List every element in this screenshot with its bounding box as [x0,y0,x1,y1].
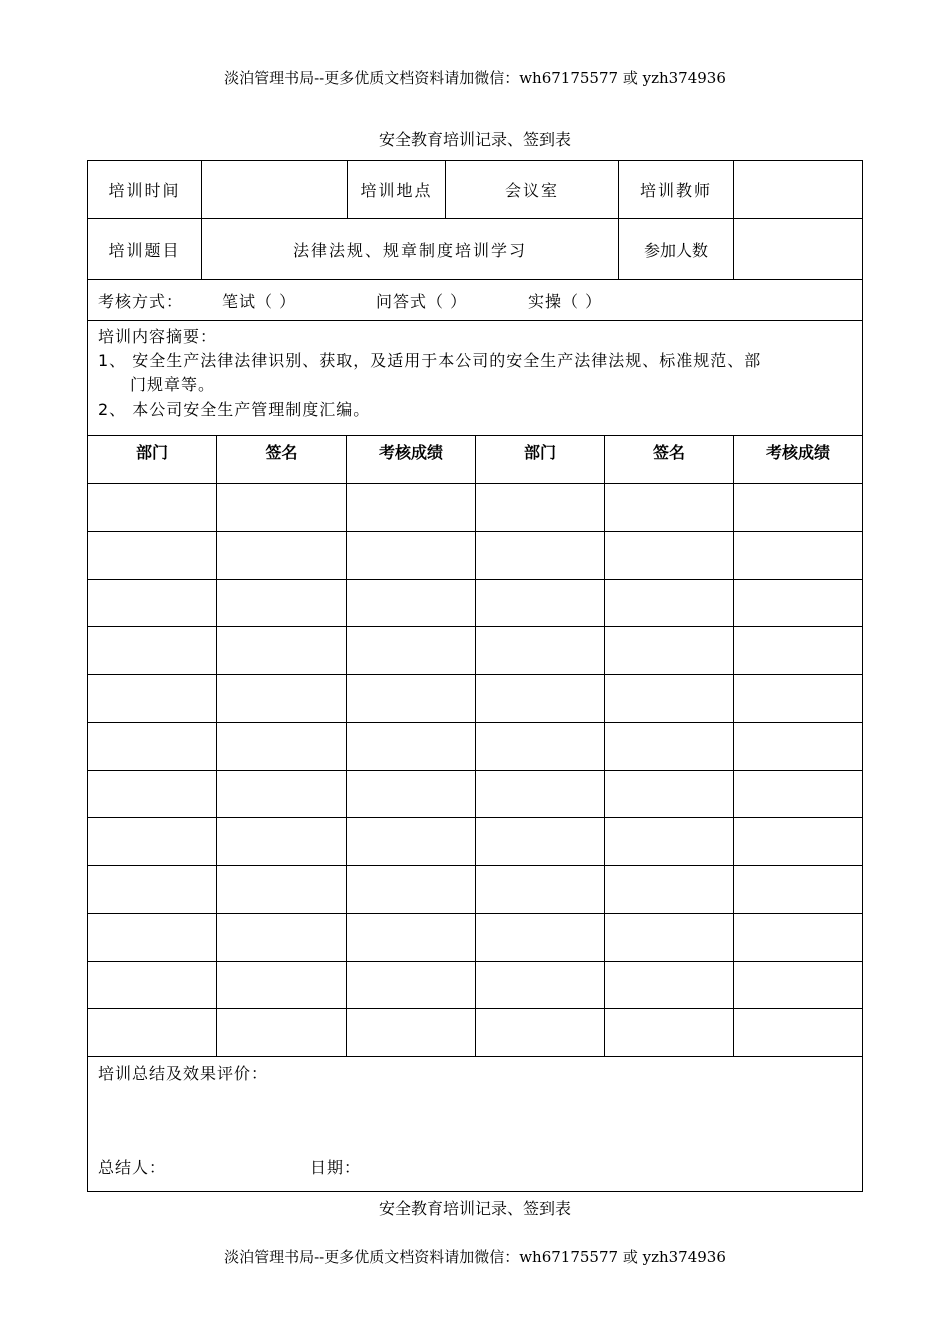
signin-cell-department[interactable] [476,627,605,675]
signin-cell-department[interactable] [88,675,217,723]
summary-item-2: 2、 本公司安全生产管理制度汇编。 [98,400,371,419]
evaluation-block [88,1056,862,1191]
signin-cell-signature[interactable] [217,914,347,962]
assessment-method-row [88,280,862,321]
signin-cell-department[interactable] [476,771,605,819]
column-header-department: 部门 [88,436,217,484]
signin-cell-signature[interactable] [605,1009,734,1057]
signin-cell-department[interactable] [476,723,605,771]
summarizer-label: 总结人： [98,1158,167,1177]
training-location-label: 培训地点 [348,161,446,219]
signin-cell-signature[interactable] [217,675,347,723]
signin-cell-signature[interactable] [217,771,347,819]
signin-cell-signature[interactable] [217,723,347,771]
signin-cell-department[interactable] [476,866,605,914]
signin-cell-signature[interactable] [217,1009,347,1057]
signin-cell-score[interactable] [734,962,862,1010]
signin-cell-score[interactable] [347,914,476,962]
footer-watermark-text: 淡泊管理书局--更多优质文档资料请加微信：wh67175577 或 yzh374936 [224,1248,726,1266]
training-teacher-field[interactable] [734,161,862,219]
footer-title: 安全教育培训记录、签到表 [378,1199,571,1218]
signin-cell-signature[interactable] [217,818,347,866]
signin-cell-department[interactable] [88,484,217,532]
attendees-count-label: 参加人数 [619,219,734,280]
training-teacher-label: 培训教师 [619,161,734,219]
evaluation-heading: 培训总结及效果评价： [98,1064,269,1083]
signin-cell-department[interactable] [88,818,217,866]
signin-cell-signature[interactable] [217,962,347,1010]
signin-cell-signature[interactable] [217,627,347,675]
signin-cell-score[interactable] [347,866,476,914]
training-time-label: 培训时间 [88,161,202,219]
signin-cell-score[interactable] [734,484,862,532]
header-watermark-text: 淡泊管理书局--更多优质文档资料请加微信：wh67175577 或 yzh374936 [224,69,726,87]
signin-cell-score[interactable] [734,723,862,771]
content-summary-heading: 培训内容摘要： [98,327,218,346]
signin-cell-score[interactable] [347,962,476,1010]
signin-cell-score[interactable] [347,484,476,532]
signin-cell-score[interactable] [347,532,476,580]
summary-item-1-line-2: 门规章等。 [130,375,216,394]
training-time-field[interactable] [202,161,348,219]
signin-cell-department[interactable] [476,532,605,580]
signin-cell-score[interactable] [347,818,476,866]
signin-cell-department[interactable] [88,962,217,1010]
assessment-option-practical[interactable]: 实操（ ） [528,292,603,311]
column-header-score: 考核成绩 [734,436,862,484]
signin-cell-signature[interactable] [217,580,347,628]
assessment-option-written[interactable]: 笔试（ ） [222,292,297,311]
page-title: 安全教育培训记录、签到表 [378,130,571,149]
date-label: 日期： [310,1158,362,1177]
signin-cell-department[interactable] [476,580,605,628]
signin-cell-score[interactable] [734,818,862,866]
signin-cell-score[interactable] [347,771,476,819]
signin-cell-signature[interactable] [605,580,734,628]
attendees-count-field[interactable] [734,219,862,280]
signin-cell-score[interactable] [734,914,862,962]
signin-cell-score[interactable] [734,580,862,628]
signin-cell-signature[interactable] [605,532,734,580]
signin-cell-score[interactable] [734,771,862,819]
signin-cell-signature[interactable] [605,866,734,914]
training-topic-label: 培训题目 [88,219,202,280]
column-header-score: 考核成绩 [347,436,476,484]
signin-cell-signature[interactable] [605,675,734,723]
signin-cell-signature[interactable] [605,771,734,819]
signin-cell-signature[interactable] [217,866,347,914]
signin-cell-score[interactable] [347,723,476,771]
signin-cell-department[interactable] [476,962,605,1010]
signin-cell-score[interactable] [734,1009,862,1057]
signin-cell-score[interactable] [347,1009,476,1057]
signin-cell-signature[interactable] [217,532,347,580]
signin-cell-department[interactable] [88,627,217,675]
signin-cell-score[interactable] [734,532,862,580]
signin-cell-department[interactable] [476,818,605,866]
signin-cell-score[interactable] [347,675,476,723]
training-location-field[interactable]: 会议室 [446,161,619,219]
signin-cell-score[interactable] [734,866,862,914]
assessment-option-oral[interactable]: 问答式（ ） [376,292,468,311]
signin-cell-department[interactable] [476,484,605,532]
column-header-signature: 签名 [217,436,347,484]
signin-cell-signature[interactable] [605,723,734,771]
summary-item-1-line-1: 1、 安全生产法律法律识别、获取，及适用于本公司的安全生产法律法规、标准规范、部 [98,351,762,370]
signin-cell-score[interactable] [734,627,862,675]
signin-cell-signature[interactable] [605,818,734,866]
signin-cell-department[interactable] [88,723,217,771]
signin-cell-signature[interactable] [605,962,734,1010]
signin-cell-signature[interactable] [217,484,347,532]
signin-cell-department[interactable] [88,771,217,819]
assessment-method-label: 考核方式： [98,292,184,311]
signin-cell-signature[interactable] [605,484,734,532]
signin-cell-score[interactable] [347,580,476,628]
training-topic-field[interactable]: 法律法规、规章制度培训学习 [202,219,619,280]
signin-cell-score[interactable] [734,675,862,723]
signin-cell-department[interactable] [476,675,605,723]
signin-cell-department[interactable] [476,914,605,962]
signin-cell-signature[interactable] [605,627,734,675]
signin-cell-department[interactable] [88,580,217,628]
content-summary-block [88,321,862,436]
signin-cell-signature[interactable] [605,914,734,962]
signin-cell-department[interactable] [88,532,217,580]
signin-cell-department[interactable] [88,914,217,962]
signin-cell-department[interactable] [88,1009,217,1057]
signin-cell-department[interactable] [88,866,217,914]
training-record-form [87,160,863,1192]
column-header-signature: 签名 [605,436,734,484]
signin-cell-score[interactable] [347,627,476,675]
column-header-department: 部门 [476,436,605,484]
signin-cell-department[interactable] [476,1009,605,1057]
